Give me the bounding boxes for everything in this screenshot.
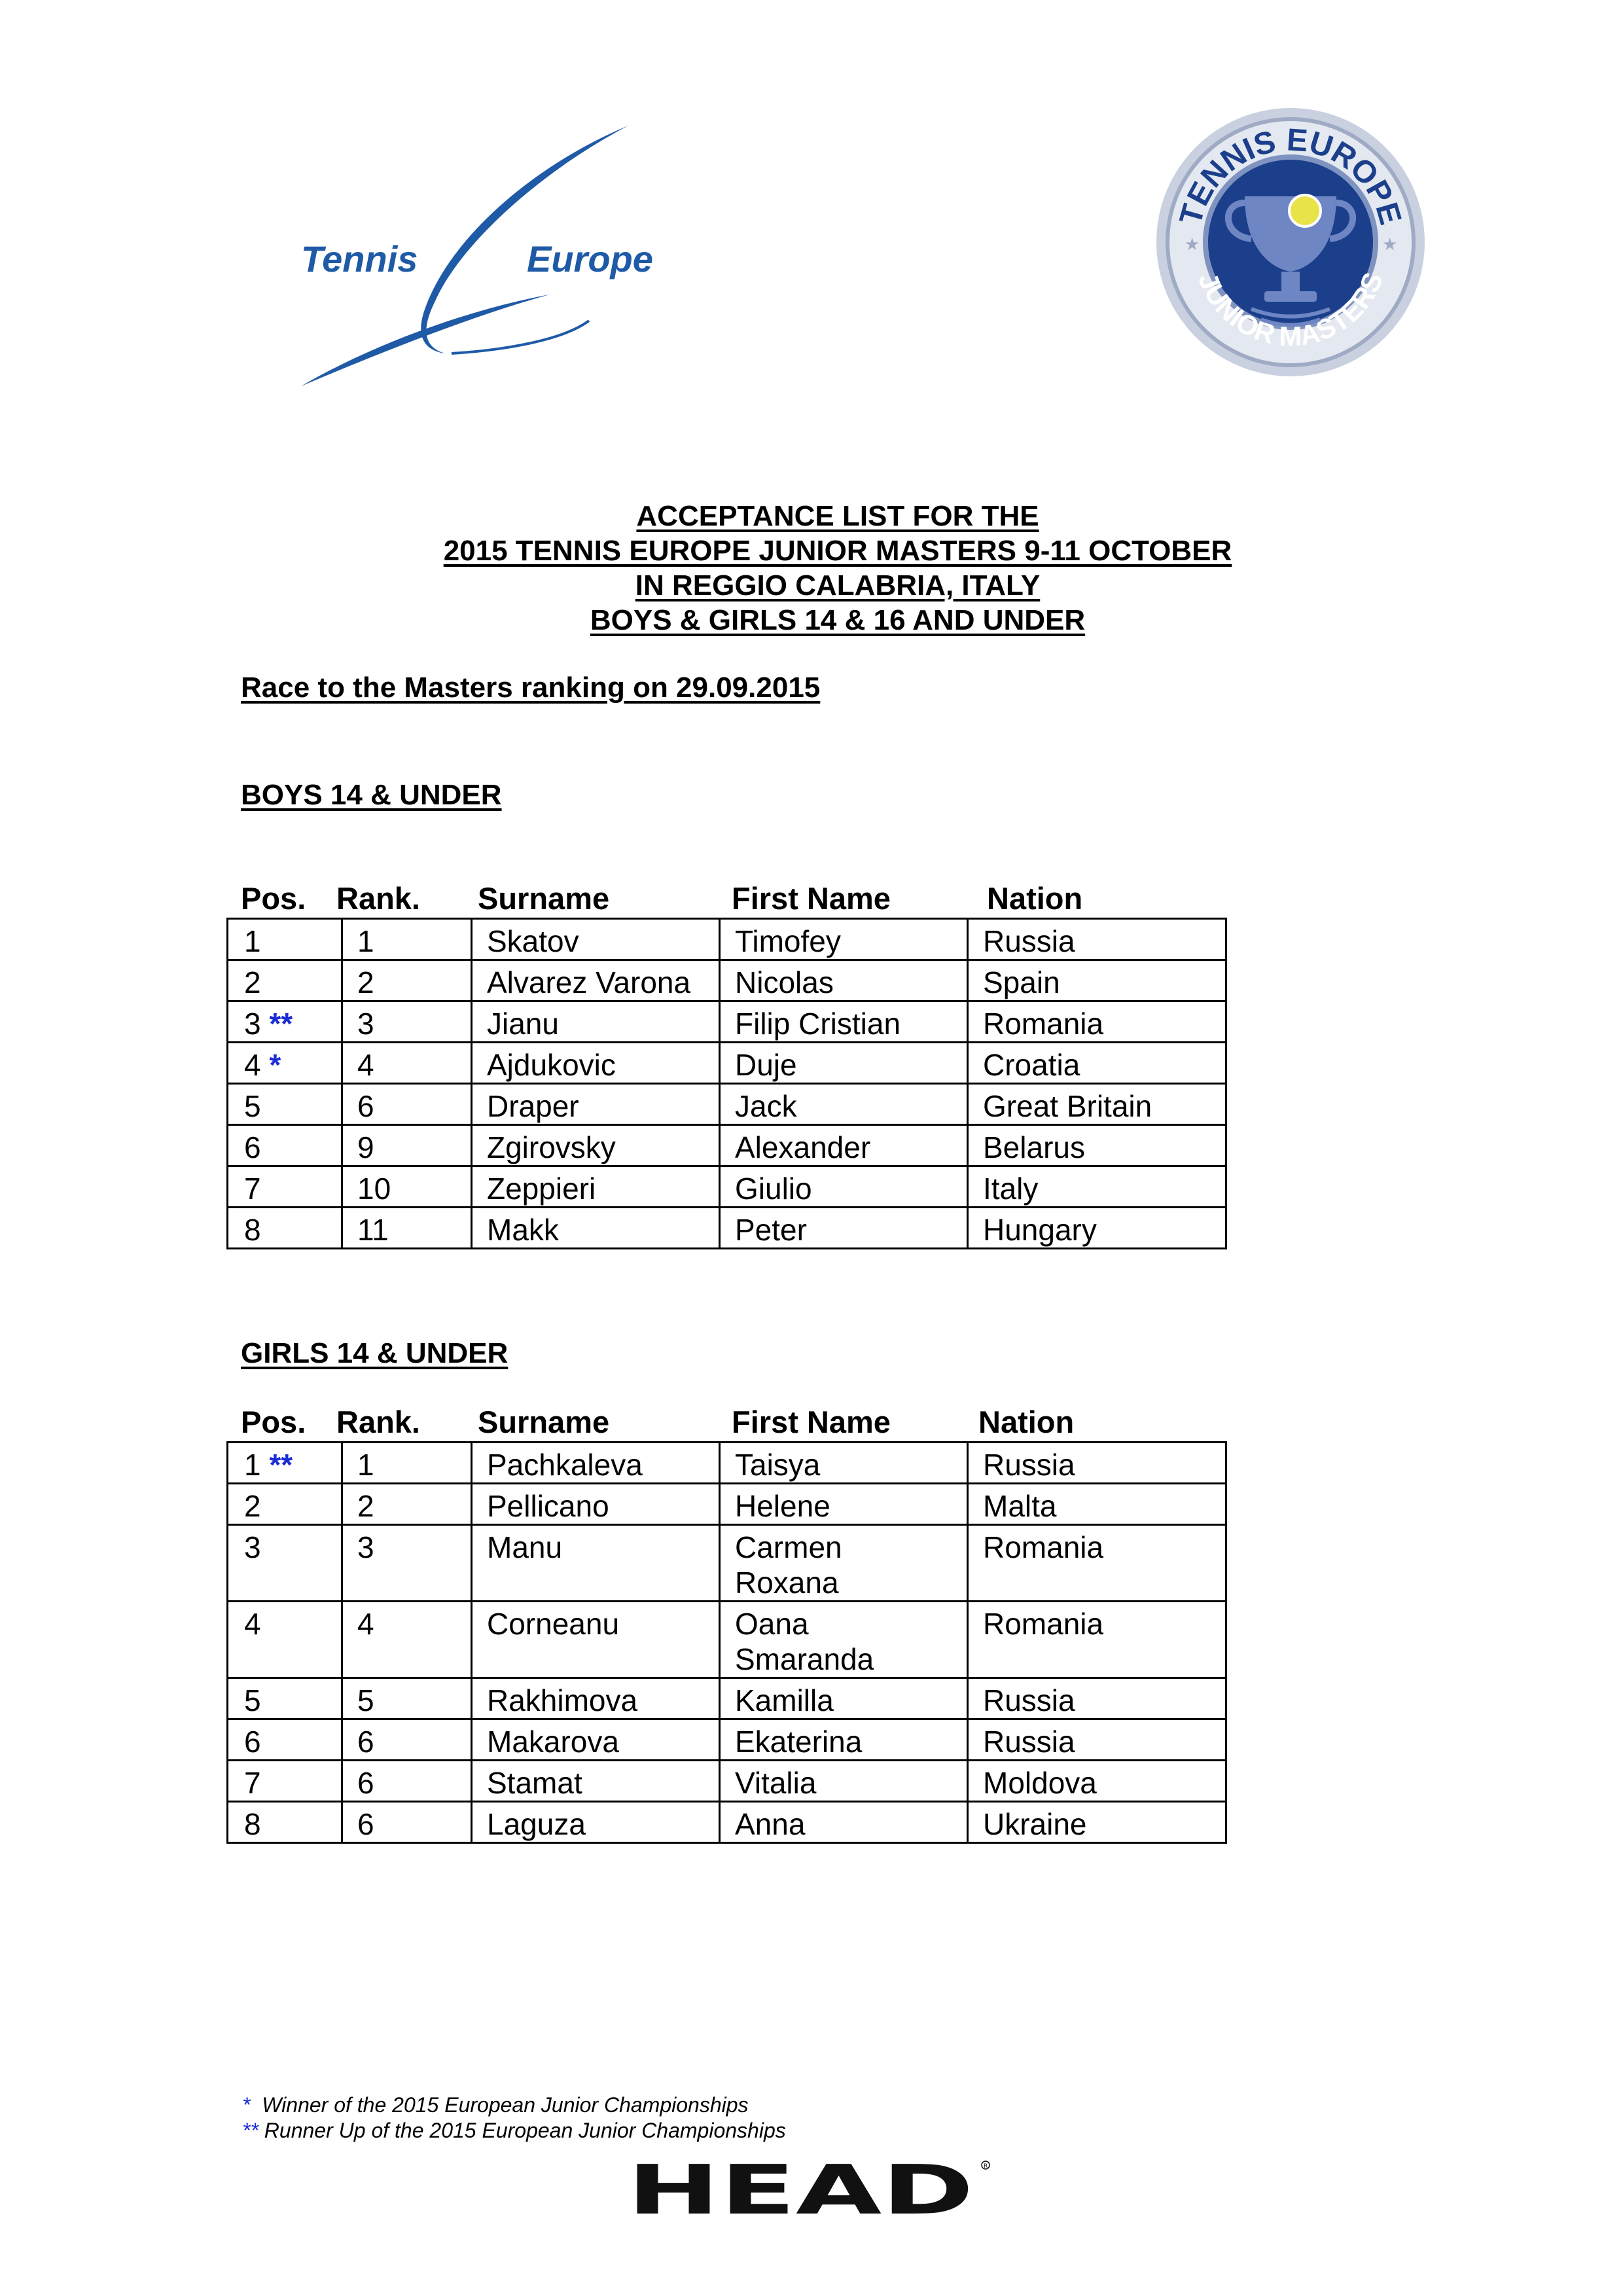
girls-table <box>226 1441 1227 1844</box>
table-row <box>228 1208 1226 1249</box>
nation-cell: Russia <box>968 1719 1226 1761</box>
surname-cell: Zgirovsky <box>472 1125 720 1166</box>
badge-text-bottom: JUNIOR MASTERS <box>1192 268 1389 352</box>
head-logo-text: HEAD <box>627 2157 974 2229</box>
footnote-marker: * <box>269 1048 281 1082</box>
pos-cell: 8 <box>244 1807 261 1841</box>
nation-cell: Spain <box>968 960 1226 1001</box>
boys-col-surname: Surname <box>478 881 610 916</box>
surname-cell: Pachkaleva <box>472 1443 720 1484</box>
pos-cell: 3 <box>244 1007 261 1041</box>
svg-text:★: ★ <box>1185 234 1200 254</box>
boys-col-pos: Pos. <box>241 881 306 916</box>
pos-cell: 4 <box>244 1607 261 1641</box>
rank-cell: 1 <box>342 1443 472 1484</box>
pos-cell: 3 <box>244 1530 261 1564</box>
nation-cell: Malta <box>968 1484 1226 1525</box>
firstname-cell: Duje <box>720 1043 968 1084</box>
table-row <box>228 1166 1226 1208</box>
nation-cell: Italy <box>968 1166 1226 1208</box>
rank-cell: 2 <box>342 960 472 1001</box>
surname-cell: Makk <box>472 1208 720 1249</box>
footnote-mark-double: ** <box>242 2119 259 2142</box>
footnote-marker: ** <box>269 1007 293 1041</box>
rank-cell: 3 <box>342 1525 472 1602</box>
firstname-cell: Jack <box>720 1084 968 1125</box>
surname-cell: Draper <box>472 1084 720 1125</box>
firstname-cell: Nicolas <box>720 960 968 1001</box>
table-row <box>228 1802 1226 1843</box>
firstname-cell: Timofey <box>720 919 968 960</box>
surname-cell: Skatov <box>472 919 720 960</box>
surname-cell: Laguza <box>472 1802 720 1843</box>
girls-col-rank: Rank. <box>336 1405 420 1439</box>
firstname-cell: Alexander <box>720 1125 968 1166</box>
pos-cell: 8 <box>244 1213 261 1247</box>
pos-cell: 5 <box>244 1683 261 1717</box>
head-sponsor-logo <box>627 2157 993 2229</box>
rank-cell: 6 <box>342 1761 472 1802</box>
footnote-runner-up <box>242 2118 786 2144</box>
firstname-cell: Vitalia <box>720 1761 968 1802</box>
firstname-cell: Kamilla <box>720 1678 968 1719</box>
surname-cell: Makarova <box>472 1719 720 1761</box>
surname-cell: Stamat <box>472 1761 720 1802</box>
girls-col-firstname: First Name <box>732 1405 891 1439</box>
document-title <box>0 499 1623 637</box>
nation-cell: Romania <box>968 1001 1226 1043</box>
table-row <box>228 1761 1226 1802</box>
title-line-1: ACCEPTANCE LIST FOR THE <box>636 500 1039 532</box>
girls-col-surname: Surname <box>478 1405 610 1439</box>
nation-cell: Hungary <box>968 1208 1226 1249</box>
pos-cell: 6 <box>244 1725 261 1759</box>
nation-cell: Great Britain <box>968 1084 1226 1125</box>
surname-cell: Manu <box>472 1525 720 1602</box>
rank-cell: 10 <box>342 1166 472 1208</box>
title-line-4: BOYS & GIRLS 14 & 16 AND UNDER <box>590 604 1086 636</box>
rank-cell: 9 <box>342 1125 472 1166</box>
boys-heading: BOYS 14 & UNDER <box>241 779 502 811</box>
table-row <box>228 1084 1226 1125</box>
firstname-cell <box>720 1525 968 1602</box>
rank-cell: 1 <box>342 919 472 960</box>
girls-heading: GIRLS 14 & UNDER <box>241 1337 508 1369</box>
boys-col-rank: Rank. <box>336 881 420 916</box>
firstname-cell <box>720 1602 968 1678</box>
rank-cell: 6 <box>342 1802 472 1843</box>
pos-cell: 6 <box>244 1130 261 1164</box>
firstname-cell: Filip Cristian <box>720 1001 968 1043</box>
table-row <box>228 1125 1226 1166</box>
title-line-3: IN REGGIO CALABRIA, ITALY <box>635 569 1041 601</box>
nation-cell: Ukraine <box>968 1802 1226 1843</box>
firstname-cell: Anna <box>720 1802 968 1843</box>
rank-cell: 11 <box>342 1208 472 1249</box>
pos-cell: 2 <box>244 965 261 999</box>
surname-cell: Rakhimova <box>472 1678 720 1719</box>
firstname-cell: Peter <box>720 1208 968 1249</box>
tennis-europe-logo <box>288 124 707 399</box>
badge-text-top: TENNIS EUROPE <box>1173 122 1408 229</box>
table-row <box>228 960 1226 1001</box>
rank-cell: 3 <box>342 1001 472 1043</box>
table-row <box>228 919 1226 960</box>
nation-cell: Croatia <box>968 1043 1226 1084</box>
nation-cell: Russia <box>968 1678 1226 1719</box>
firstname-line-1: Oana <box>735 1607 809 1641</box>
pos-cell: 1 <box>244 924 261 958</box>
firstname-cell: Giulio <box>720 1166 968 1208</box>
pos-cell: 2 <box>244 1489 261 1523</box>
firstname-line-1: Carmen <box>735 1530 842 1564</box>
junior-masters-badge <box>1153 105 1428 380</box>
rank-cell: 4 <box>342 1602 472 1678</box>
table-row <box>228 1484 1226 1525</box>
rank-cell: 6 <box>342 1719 472 1761</box>
svg-text:★: ★ <box>1382 234 1398 254</box>
boys-col-firstname: First Name <box>732 881 891 916</box>
pos-cell: 1 <box>244 1448 261 1482</box>
table-row <box>228 1719 1226 1761</box>
ranking-note: Race to the Masters ranking on 29.09.2015 <box>241 672 821 704</box>
footnote-runner-up-text: Runner Up of the 2015 European Junior Championships <box>264 2119 786 2142</box>
girls-col-nation: Nation <box>978 1405 1075 1439</box>
rank-cell: 4 <box>342 1043 472 1084</box>
rank-cell: 2 <box>342 1484 472 1525</box>
surname-cell: Ajdukovic <box>472 1043 720 1084</box>
table-row <box>228 1525 1226 1602</box>
footnotes <box>242 2092 786 2144</box>
surname-cell: Alvarez Varona <box>472 960 720 1001</box>
surname-cell: Corneanu <box>472 1602 720 1678</box>
girls-col-pos: Pos. <box>241 1405 306 1439</box>
nation-cell: Russia <box>968 1443 1226 1484</box>
logo-text-tennis: Tennis <box>301 238 418 279</box>
surname-cell: Zeppieri <box>472 1166 720 1208</box>
firstname-line-2: Roxana <box>735 1566 839 1600</box>
footnote-marker: ** <box>269 1448 293 1482</box>
nation-cell: Belarus <box>968 1125 1226 1166</box>
surname-cell: Jianu <box>472 1001 720 1043</box>
firstname-cell: Taisya <box>720 1443 968 1484</box>
table-row <box>228 1043 1226 1084</box>
pos-cell: 5 <box>244 1089 261 1123</box>
pos-cell: 7 <box>244 1766 261 1800</box>
table-row <box>228 1678 1226 1719</box>
pos-cell: 4 <box>244 1048 261 1082</box>
svg-text:R: R <box>984 2163 988 2170</box>
surname-cell: Pellicano <box>472 1484 720 1525</box>
table-row <box>228 1001 1226 1043</box>
footnote-mark-single: * <box>242 2093 251 2117</box>
title-line-2: 2015 TENNIS EUROPE JUNIOR MASTERS 9-11 OCTOBER <box>443 535 1232 567</box>
rank-cell: 6 <box>342 1084 472 1125</box>
logo-text-europe: Europe <box>527 238 653 279</box>
nation-cell: Romania <box>968 1602 1226 1678</box>
pos-cell: 7 <box>244 1172 261 1206</box>
nation-cell: Moldova <box>968 1761 1226 1802</box>
firstname-cell: Ekaterina <box>720 1719 968 1761</box>
boys-col-nation: Nation <box>987 881 1083 916</box>
footnote-winner-text: Winner of the 2015 European Junior Championships <box>262 2093 749 2117</box>
rank-cell: 5 <box>342 1678 472 1719</box>
nation-cell: Romania <box>968 1525 1226 1602</box>
nation-cell: Russia <box>968 919 1226 960</box>
table-row <box>228 1443 1226 1484</box>
firstname-cell: Helene <box>720 1484 968 1525</box>
firstname-line-2: Smaranda <box>735 1642 874 1676</box>
table-row <box>228 1602 1226 1678</box>
footnote-winner <box>242 2092 786 2118</box>
boys-table <box>226 918 1227 1249</box>
